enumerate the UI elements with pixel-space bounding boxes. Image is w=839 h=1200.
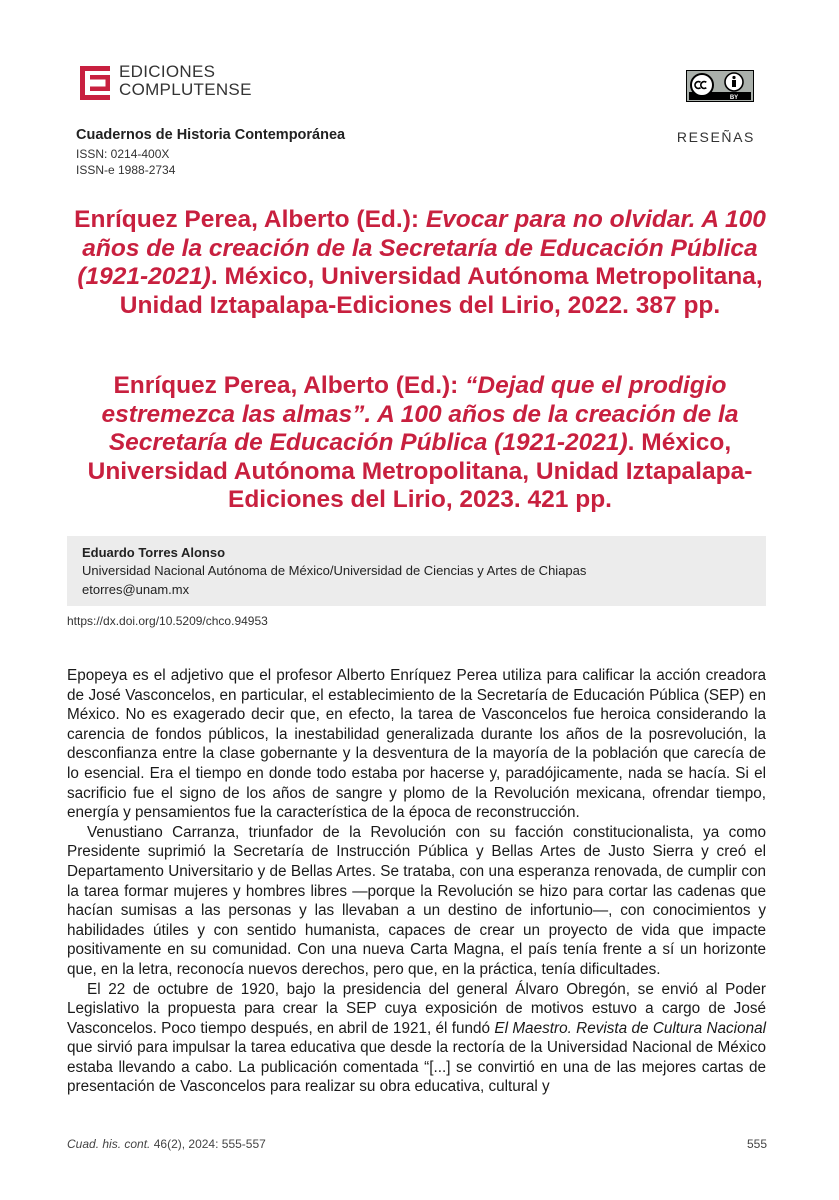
body-paragraph-3-end: que sirvió para impulsar la tarea educativa que desde la rectoría de la Universidad Nacional de México estaba llevando a cabo. La publicación comentada “[...] se convirtió en una de las mejores cartas de presentación de Vasconcelos para realizar su obra educativa, cultural y	[67, 1039, 766, 1096]
author-name: Eduardo Torres Alonso	[82, 545, 226, 560]
issn: ISSN: 0214-400X	[76, 147, 170, 161]
doi-link[interactable]: https://dx.doi.org/10.5209/chco.94953	[67, 614, 268, 628]
review-title-1-prefix: Enríquez Perea, Alberto (Ed.):	[74, 206, 426, 233]
creative-commons-by-license-icon[interactable]	[686, 70, 754, 102]
publisher-line-1: EDICIONES	[119, 62, 216, 81]
review-title-1	[70, 206, 770, 320]
journal-info	[76, 127, 345, 178]
body-paragraph-2: Venustiano Carranza, triunfador de la Revolución con su facción constitucionalista, ya como Presidente suprimió la Secretaría de Instrucción Pública y Bellas Artes de Justo Sierra y creó el Departamento Universitario y de Bellas Artes. Se trataba, con una esperanza renovada, de cumplir con la tarea formar mujeres y hombres libres —porque la Revolución se hizo para cortar las cadenas que hacían sumisas a las personas y las llevaban a un destino de infortunio—, con conocimientos y habilidades útiles y con sentido humanista, capaces de crear un proyecto de vida que impacte positivamente en su comunidad. Con una nueva Carta Magna, el país tenía frente a sí un horizonte que, en la letra, reconocía nuevos derechos, pero que, en la práctica, tenía dificultades.	[67, 823, 766, 978]
ediciones-complutense-logo-icon	[80, 66, 110, 100]
review-title-2-suffix: . México, Universidad Autónoma Metropolitana, Unidad Iztapalapa-Ediciones del Lirio, 2023. 421 pp.	[87, 429, 753, 513]
issn-e: ISSN-e 1988-2734	[76, 163, 176, 177]
page-number: 555	[746, 1137, 767, 1151]
review-title-2-prefix: Enríquez Perea, Alberto (Ed.):	[113, 372, 466, 399]
author-box	[67, 536, 766, 606]
publisher-name	[119, 63, 252, 99]
footer-citation-rest: 46(2), 2024: 555-557	[150, 1137, 266, 1151]
review-title-1-suffix: . México, Universidad Autónoma Metropolitana, Unidad Iztapalapa-Ediciones del Lirio, 2022. 387 pp.	[119, 263, 763, 319]
body-paragraph-3	[67, 980, 766, 1098]
footer-citation-journal: Cuad. his. cont.	[67, 1137, 151, 1151]
footer-citation	[67, 1137, 266, 1151]
review-title-2	[70, 372, 770, 515]
body-paragraph-1: Epopeya es el adjetivo que el profesor Alberto Enríquez Perea utiliza para calificar la acción creadora de José Vasconcelos, en particular, el establecimiento de la Secretaría de Educación Pública (SEP) en México. No es exagerado decir que, en efecto, la tarea de Vasconcelos fue heroica considerando la carencia de fondos públicos, la inestabilidad generalizada durante los años de la posrevolución, la desconfianza entre la clase gobernante y la desventura de la mayoría de la población que carecía de lo esencial. Era el tiempo en donde todo estaba por hacerse y, paradójicamente, nada se hacía. Si el sacrificio fue el signo de los años de sangre y plomo de la Revolución mexicana, ofrendar tiempo, energía y pensamientos fue la característica de la época de reconstrucción.	[67, 667, 766, 822]
review-body	[67, 666, 766, 1097]
license-badge-text: BY	[729, 95, 739, 101]
body-paragraph-3-italic: El Maestro. Revista de Cultura Nacional	[494, 1019, 766, 1037]
body-paragraph-3-start: El 22 de octubre de 1920, bajo la presidencia del general Álvaro Obregón, se envió al Poder Legislativo la propuesta para crear la SEP cuya exposición de motivos estuvo a cargo de José Vasconcelos. Poco tiempo después, en abril de 1921, él fundó	[67, 980, 766, 1037]
publisher-line-2: COMPLUTENSE	[119, 80, 252, 99]
author-email[interactable]: etorres@unam.mx	[82, 582, 190, 597]
review-title-1-italic: Evocar para no olvidar. A 100 años de la creación de la Secretaría de Educación Pública (1921-2021)	[77, 206, 766, 290]
author-affiliation: Universidad Nacional Autónoma de México/Universidad de Ciencias y Artes de Chiapas	[82, 563, 587, 578]
review-title-2-italic: “Dejad que el prodigio estremezca las almas”. A 100 años de la creación de la Secretaría de Educación Pública (1921-2021)	[101, 372, 739, 456]
section-label: RESEÑAS	[676, 129, 755, 145]
journal-title: Cuadernos de Historia Contemporánea	[76, 127, 346, 143]
